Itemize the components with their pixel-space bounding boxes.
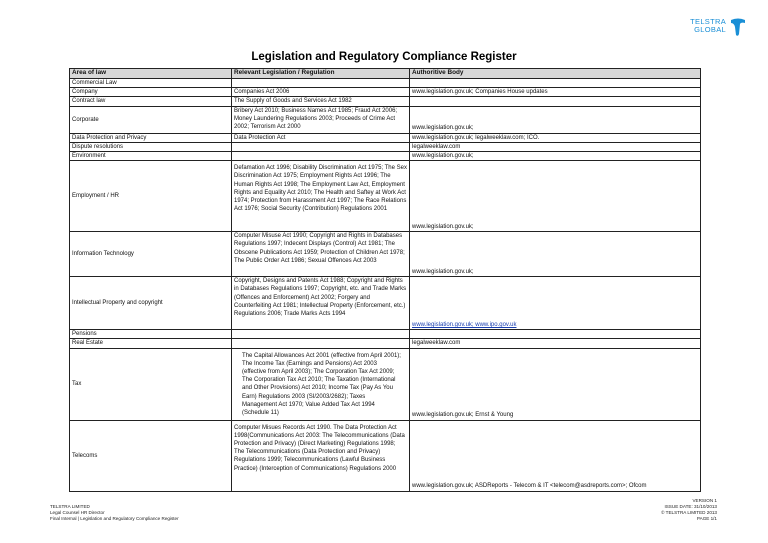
legislation-cell: Copyright, Designs and Patents Act 1988; Copyright and Rights in Databases Regulations 1997; Copyright, etc. and Trade Marks (Offences and Enforcement) Act 2002; Forgery and Counterfeiting Act 1981; Intellectual Property (Enforcement, etc.) Regulations 2006; Trade Marks Acts 1994	[232, 277, 410, 330]
area-cell: Pensions	[70, 330, 232, 339]
legislation-cell: Bribery Act 2010; Business Names Act 1985; Fraud Act 2006; Money Laundering Regulations 2003; Proceeds of Crime Act 2002; Terrorism Act 2000	[232, 106, 410, 133]
authority-cell	[410, 330, 701, 339]
legislation-cell	[232, 339, 410, 348]
table-row	[70, 133, 701, 142]
table-row	[70, 339, 701, 348]
logo-line-1: TELSTRA	[690, 17, 726, 26]
legislation-cell	[232, 152, 410, 161]
page-title: Legislation and Regulatory Compliance Register	[251, 51, 517, 63]
area-cell: Information Technology	[70, 232, 232, 277]
legislation-cell: Computer Misues Records Act 1990. The Data Protection Act 1998(Communications Act 2003: The Telecommunications (Data Protection and Privacy) (Direct Marketing) Regulations 1998; The Telecommunications (Data Protection and Privacy) Regulations 1999; Telecommunications (Lawful Business Practice) (Interception of Communications) Regulations 2000	[232, 420, 410, 491]
footer-version: VERSION 1	[692, 498, 717, 503]
authority-cell: www.legislation.gov.uk;	[410, 161, 701, 232]
authority-cell: www.legislation.gov.uk; ASDReports - Telecom & IT <telecom@asdreports.com>; Ofcom	[410, 420, 701, 491]
authority-cell: www.legislation.gov.uk; legalweeklaw.com; ICO.	[410, 133, 701, 142]
footer-owner: Legal Counsel HR Director	[50, 510, 105, 515]
authority-cell: www.legislation.gov.uk;	[410, 106, 701, 133]
area-cell: Dispute resolutions	[70, 142, 232, 151]
legislation-cell	[232, 142, 410, 151]
table-row	[70, 277, 701, 330]
area-cell: Commercial Law	[70, 79, 232, 88]
authority-cell	[410, 97, 701, 106]
table-row	[70, 142, 701, 151]
area-cell: Telecoms	[70, 420, 232, 491]
table-header-row	[70, 69, 701, 79]
authority-cell: legalweeklaw.com	[410, 339, 701, 348]
table-row	[70, 232, 701, 277]
legislation-cell: The Supply of Goods and Services Act 1982	[232, 97, 410, 106]
area-cell: Intellectual Property and copyright	[70, 277, 232, 330]
footer-issue-date: ISSUE DATE: 31/10/2013	[664, 504, 717, 509]
telstra-global-logo	[690, 18, 746, 37]
legislation-cell: Companies Act 2006	[232, 88, 410, 97]
legislation-cell	[232, 79, 410, 88]
area-cell: Environment	[70, 152, 232, 161]
table-row	[70, 348, 701, 420]
header-relevant-legislation: Relevant Legislation / Regulation	[232, 69, 410, 79]
table-row	[70, 161, 701, 232]
table-row	[70, 97, 701, 106]
authority-cell: www.legislation.gov.uk; Ernst & Young	[410, 348, 701, 420]
area-cell: Data Protection and Privacy	[70, 133, 232, 142]
legislation-cell: Data Protection Act	[232, 133, 410, 142]
area-cell: Company	[70, 88, 232, 97]
table-row	[70, 420, 701, 491]
footer-left	[50, 504, 179, 522]
telstra-t-icon	[730, 18, 746, 37]
legislation-cell: Computer Misuse Act 1990; Copyright and Rights in Databases Regulations 1997; Indecent Displays (Control) Act 1981; The Obscene Publications Act 1959; Protection of Children Act 1978; The Public Order Act 1986; Sexual Offences Act 2003	[232, 232, 410, 277]
table-row	[70, 152, 701, 161]
logo-line-2: GLOBAL	[694, 25, 726, 34]
compliance-register-table	[69, 68, 701, 492]
authority-cell: www.legislation.gov.uk;	[410, 232, 701, 277]
area-cell: Tax	[70, 348, 232, 420]
authority-cell: legalweeklaw.com	[410, 142, 701, 151]
authority-cell: www.legislation.gov.uk; Companies House updates	[410, 88, 701, 97]
footer-right	[661, 498, 717, 522]
authority-cell: www.legislation.gov.uk;	[410, 152, 701, 161]
legislation-cell: The Capital Allowances Act 2001 (effective from April 2001); The Income Tax (Earnings and Pensions) Act 2003 (effective from April 2003); The Corporation Tax Act 2009; The Corporation Tax Act 2010; The Taxation (International and Other Provisions) Act 2010; Income Tax (Pay As You Earn) Regulations 2003 (SI/2003/2682); Taxes Management Act 1970; Value Added Tax Act 1994 (Schedule 11)	[232, 348, 410, 420]
area-cell: Employment / HR	[70, 161, 232, 232]
table-row	[70, 330, 701, 339]
area-cell: Real Estate	[70, 339, 232, 348]
footer-page-number: PAGE 1/1	[696, 516, 717, 521]
header-area-of-law: Area of law	[70, 69, 232, 79]
footer-company: TELSTRA LIMITED	[50, 504, 90, 509]
footer-copyright: © TELSTRA LIMITED 2013	[661, 510, 717, 515]
area-cell: Contract law	[70, 97, 232, 106]
table-row	[70, 106, 701, 133]
area-cell: Corporate	[70, 106, 232, 133]
header-authoritive-body: Authoritive Body	[410, 69, 701, 79]
legislation-cell: Defamation Act 1996; Disability Discrimination Act 1975; The Sex Discrimination Act 1975; Employment Rights Act 1996; The Human Rights Act 1998; The Employment Law Act, Employment Rights and Equality Act 2010; The Health and Saftey at Work Act 1974; Protection from Harassment Act 1997; The Race Relations Act 1976; Social Security (Contribution) Regulations 2001	[232, 161, 410, 232]
footer-document-name: Final Internal | Legislation and Regulatory Compliance Register	[50, 516, 179, 521]
authority-link-cell[interactable]: www.legislation.gov.uk; www.ipo.gov.uk	[410, 277, 701, 330]
table-row	[70, 79, 701, 88]
logo-wordmark	[690, 18, 726, 34]
authority-cell	[410, 79, 701, 88]
legislation-cell	[232, 330, 410, 339]
table-row	[70, 88, 701, 97]
